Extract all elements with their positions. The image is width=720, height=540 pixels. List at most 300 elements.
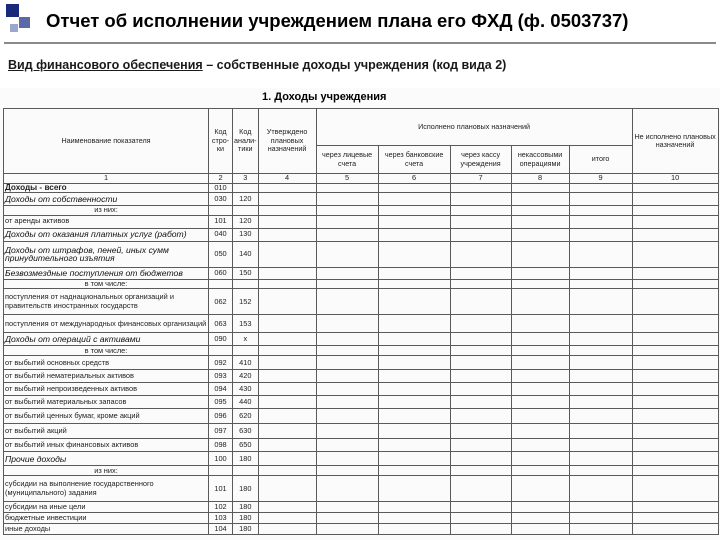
row-value-cell [569, 396, 632, 409]
row-value-cell [450, 346, 511, 356]
row-value-cell [378, 396, 450, 409]
row-value-cell [632, 241, 718, 267]
row-value-cell [378, 356, 450, 370]
table-row [4, 524, 719, 535]
row-value-cell [569, 409, 632, 424]
row-value-cell [569, 279, 632, 289]
row-value-cell [258, 513, 316, 524]
row-analytics-code: 120 [233, 193, 259, 206]
row-indicator-name: Доходы - всего [4, 183, 209, 193]
row-line-code: 093 [209, 370, 233, 383]
row-value-cell [258, 383, 316, 396]
header-line-code: Код стро-ки [209, 109, 233, 174]
row-analytics-code: 180 [233, 452, 259, 466]
row-value-cell [569, 356, 632, 370]
row-value-cell [316, 356, 378, 370]
row-value-cell [258, 409, 316, 424]
table-row [4, 476, 719, 502]
table-row [4, 466, 719, 476]
row-indicator-name: Прочие доходы [4, 452, 209, 466]
row-value-cell [632, 513, 718, 524]
title-divider [4, 42, 716, 44]
row-value-cell [378, 333, 450, 346]
column-number: 5 [316, 174, 378, 184]
row-value-cell [569, 383, 632, 396]
row-value-cell [569, 452, 632, 466]
row-value-cell [511, 206, 569, 216]
row-value-cell [258, 315, 316, 333]
row-value-cell [378, 241, 450, 267]
row-value-cell [569, 215, 632, 228]
row-value-cell [316, 215, 378, 228]
row-value-cell [316, 513, 378, 524]
row-line-code: 101 [209, 476, 233, 502]
row-value-cell [511, 315, 569, 333]
row-value-cell [378, 267, 450, 279]
row-value-cell [632, 356, 718, 370]
row-value-cell [378, 228, 450, 241]
row-value-cell [569, 346, 632, 356]
row-indicator-name: Доходы от оказания платных услуг (работ) [4, 228, 209, 241]
column-number: 8 [511, 174, 569, 184]
column-number: 10 [632, 174, 718, 184]
row-analytics-code: x [233, 333, 259, 346]
row-value-cell [632, 466, 718, 476]
row-value-cell [632, 289, 718, 315]
row-value-cell [316, 383, 378, 396]
row-value-cell [632, 424, 718, 439]
row-value-cell [569, 333, 632, 346]
row-analytics-code: 180 [233, 476, 259, 502]
header-executed-group: Исполнено плановых назначений [316, 109, 632, 146]
row-indicator-name: бюджетные инвестиции [4, 513, 209, 524]
row-value-cell [511, 289, 569, 315]
row-indicator-name: иные доходы [4, 524, 209, 535]
row-value-cell [258, 439, 316, 452]
row-value-cell [450, 396, 511, 409]
row-value-cell [450, 439, 511, 452]
row-value-cell [511, 193, 569, 206]
row-line-code: 103 [209, 513, 233, 524]
row-analytics-code: 430 [233, 383, 259, 396]
table-row [4, 502, 719, 513]
row-value-cell [378, 206, 450, 216]
row-value-cell [316, 346, 378, 356]
row-value-cell [316, 333, 378, 346]
column-number: 1 [4, 174, 209, 184]
row-value-cell [511, 228, 569, 241]
row-value-cell [450, 409, 511, 424]
header-personal-accounts: через лицевые счета [316, 146, 378, 174]
row-value-cell [632, 370, 718, 383]
row-value-cell [450, 206, 511, 216]
column-number: 7 [450, 174, 511, 184]
row-value-cell [258, 502, 316, 513]
row-value-cell [632, 524, 718, 535]
row-value-cell [316, 439, 378, 452]
row-line-code [209, 279, 233, 289]
row-value-cell [316, 315, 378, 333]
row-indicator-name: от выбытий ценных бумаг, кроме акций [4, 409, 209, 424]
row-line-code: 102 [209, 502, 233, 513]
row-value-cell [258, 206, 316, 216]
row-value-cell [569, 424, 632, 439]
column-number: 4 [258, 174, 316, 184]
table-row [4, 424, 719, 439]
row-line-code: 097 [209, 424, 233, 439]
row-analytics-code: 130 [233, 228, 259, 241]
row-value-cell [450, 333, 511, 346]
row-value-cell [258, 241, 316, 267]
row-value-cell [569, 289, 632, 315]
row-value-cell [378, 315, 450, 333]
row-analytics-code: 410 [233, 356, 259, 370]
row-indicator-name: поступления от наднациональных организаций и правительств иностранных государств [4, 289, 209, 315]
row-value-cell [450, 370, 511, 383]
row-value-cell [632, 396, 718, 409]
row-analytics-code: 650 [233, 439, 259, 452]
row-value-cell [632, 346, 718, 356]
row-value-cell [569, 466, 632, 476]
column-number: 3 [233, 174, 259, 184]
row-indicator-name: в том числе: [4, 279, 209, 289]
header-bank-accounts: через банковские счета [378, 146, 450, 174]
financing-type-value: – собственные доходы учреждения (код вида 2) [202, 58, 507, 72]
row-line-code: 101 [209, 215, 233, 228]
row-value-cell [511, 466, 569, 476]
row-value-cell [632, 279, 718, 289]
row-line-code: 050 [209, 241, 233, 267]
row-indicator-name: от выбытий непроизведенных активов [4, 383, 209, 396]
row-value-cell [258, 346, 316, 356]
row-value-cell [450, 452, 511, 466]
header-not-executed: Не исполнено плановых назначений [632, 109, 718, 174]
row-value-cell [632, 452, 718, 466]
row-analytics-code: 180 [233, 502, 259, 513]
row-analytics-code [233, 466, 259, 476]
row-value-cell [450, 279, 511, 289]
row-value-cell [450, 215, 511, 228]
table-row [4, 241, 719, 267]
row-line-code [209, 346, 233, 356]
row-analytics-code: 180 [233, 524, 259, 535]
row-value-cell [569, 228, 632, 241]
row-analytics-code: 152 [233, 289, 259, 315]
table-row [4, 513, 719, 524]
row-value-cell [450, 502, 511, 513]
row-value-cell [511, 424, 569, 439]
row-value-cell [450, 424, 511, 439]
row-value-cell [511, 524, 569, 535]
row-indicator-name: от выбытий иных финансовых активов [4, 439, 209, 452]
header-approved: Утверждено плановых назначений [258, 109, 316, 174]
row-value-cell [511, 267, 569, 279]
row-indicator-name: из них: [4, 206, 209, 216]
row-value-cell [450, 193, 511, 206]
row-value-cell [632, 228, 718, 241]
header-cash-desk: через кассу учреждения [450, 146, 511, 174]
row-value-cell [632, 215, 718, 228]
row-indicator-name: Доходы от операций с активами [4, 333, 209, 346]
row-value-cell [316, 279, 378, 289]
row-analytics-code: 150 [233, 267, 259, 279]
row-value-cell [450, 466, 511, 476]
row-value-cell [511, 396, 569, 409]
row-value-cell [316, 452, 378, 466]
row-value-cell [632, 193, 718, 206]
row-value-cell [316, 524, 378, 535]
header-indicator-name: Наименование показателя [4, 109, 209, 174]
row-value-cell [511, 215, 569, 228]
row-value-cell [569, 524, 632, 535]
row-indicator-name: субсидии на выполнение государственного (муниципального) задания [4, 476, 209, 502]
row-line-code: 092 [209, 356, 233, 370]
table-row [4, 452, 719, 466]
row-value-cell [450, 289, 511, 315]
row-value-cell [511, 409, 569, 424]
row-value-cell [378, 452, 450, 466]
table-row [4, 279, 719, 289]
row-value-cell [632, 502, 718, 513]
table-row [4, 383, 719, 396]
row-indicator-name: Доходы от собственности [4, 193, 209, 206]
row-value-cell [632, 439, 718, 452]
row-value-cell [316, 424, 378, 439]
row-value-cell [632, 409, 718, 424]
table-title: 1. Доходы учреждения [262, 91, 387, 103]
row-value-cell [316, 183, 378, 193]
row-value-cell [258, 524, 316, 535]
table-header-row [4, 109, 719, 146]
row-value-cell [632, 315, 718, 333]
table-row [4, 315, 719, 333]
row-value-cell [378, 215, 450, 228]
table-row [4, 356, 719, 370]
row-value-cell [378, 513, 450, 524]
slide-title: Отчет об исполнении учреждением плана его ФХД (ф. 0503737) [46, 10, 629, 31]
table-row [4, 409, 719, 424]
row-value-cell [378, 502, 450, 513]
table-row [4, 206, 719, 216]
row-value-cell [258, 370, 316, 383]
row-value-cell [569, 370, 632, 383]
row-value-cell [378, 370, 450, 383]
row-value-cell [258, 215, 316, 228]
row-value-cell [511, 183, 569, 193]
row-value-cell [569, 476, 632, 502]
table-row [4, 346, 719, 356]
row-line-code: 010 [209, 183, 233, 193]
row-value-cell [511, 356, 569, 370]
row-value-cell [511, 439, 569, 452]
row-value-cell [258, 193, 316, 206]
row-value-cell [511, 513, 569, 524]
table-row [4, 439, 719, 452]
row-value-cell [450, 315, 511, 333]
row-value-cell [258, 183, 316, 193]
row-value-cell [378, 439, 450, 452]
row-value-cell [378, 279, 450, 289]
row-indicator-name: в том числе: [4, 346, 209, 356]
row-value-cell [316, 193, 378, 206]
row-value-cell [378, 183, 450, 193]
row-analytics-code: 120 [233, 215, 259, 228]
table-row [4, 215, 719, 228]
table-row [4, 333, 719, 346]
row-value-cell [632, 206, 718, 216]
row-value-cell [316, 502, 378, 513]
table-row [4, 370, 719, 383]
row-line-code: 060 [209, 267, 233, 279]
row-indicator-name: от аренды активов [4, 215, 209, 228]
row-value-cell [258, 452, 316, 466]
row-indicator-name: от выбытий акций [4, 424, 209, 439]
header-total: итого [569, 146, 632, 174]
row-value-cell [450, 524, 511, 535]
column-number: 9 [569, 174, 632, 184]
row-value-cell [258, 424, 316, 439]
header-non-cash: некассовыми операциями [511, 146, 569, 174]
row-value-cell [511, 241, 569, 267]
row-line-code [209, 466, 233, 476]
row-value-cell [316, 370, 378, 383]
row-line-code: 095 [209, 396, 233, 409]
row-value-cell [569, 315, 632, 333]
row-value-cell [511, 279, 569, 289]
row-analytics-code: 420 [233, 370, 259, 383]
title-bullet-decoration [6, 4, 46, 44]
row-value-cell [316, 228, 378, 241]
row-value-cell [632, 183, 718, 193]
row-value-cell [258, 396, 316, 409]
row-line-code: 094 [209, 383, 233, 396]
row-line-code [209, 206, 233, 216]
row-value-cell [378, 346, 450, 356]
row-value-cell [316, 241, 378, 267]
row-indicator-name: поступления от международных финансовых организаций [4, 315, 209, 333]
row-value-cell [378, 466, 450, 476]
row-value-cell [378, 424, 450, 439]
row-value-cell [316, 267, 378, 279]
table-row [4, 193, 719, 206]
row-value-cell [569, 241, 632, 267]
row-value-cell [569, 513, 632, 524]
row-line-code: 096 [209, 409, 233, 424]
row-value-cell [316, 409, 378, 424]
row-value-cell [569, 206, 632, 216]
row-value-cell [450, 228, 511, 241]
row-line-code: 090 [209, 333, 233, 346]
row-indicator-name: от выбытий материальных запасов [4, 396, 209, 409]
row-analytics-code [233, 206, 259, 216]
row-value-cell [632, 383, 718, 396]
row-line-code: 063 [209, 315, 233, 333]
row-indicator-name: из них: [4, 466, 209, 476]
row-value-cell [378, 383, 450, 396]
row-value-cell [258, 466, 316, 476]
row-value-cell [511, 370, 569, 383]
row-analytics-code: 153 [233, 315, 259, 333]
row-value-cell [258, 228, 316, 241]
income-table [3, 108, 719, 535]
row-line-code: 062 [209, 289, 233, 315]
row-value-cell [511, 502, 569, 513]
row-indicator-name: Безвозмездные поступления от бюджетов [4, 267, 209, 279]
financing-type-subtitle [8, 58, 506, 72]
row-value-cell [450, 241, 511, 267]
row-value-cell [569, 502, 632, 513]
row-analytics-code: 620 [233, 409, 259, 424]
row-value-cell [632, 333, 718, 346]
row-line-code: 040 [209, 228, 233, 241]
row-value-cell [316, 206, 378, 216]
table-row [4, 183, 719, 193]
row-value-cell [511, 383, 569, 396]
row-value-cell [569, 439, 632, 452]
row-value-cell [511, 333, 569, 346]
row-value-cell [511, 476, 569, 502]
table-row [4, 396, 719, 409]
table-row [4, 228, 719, 241]
row-value-cell [450, 267, 511, 279]
header-analytics-code: Код анали-тики [233, 109, 259, 174]
row-value-cell [316, 396, 378, 409]
row-indicator-name: от выбытий основных средств [4, 356, 209, 370]
row-value-cell [450, 183, 511, 193]
row-value-cell [569, 267, 632, 279]
row-analytics-code: 440 [233, 396, 259, 409]
row-line-code: 104 [209, 524, 233, 535]
row-indicator-name: субсидии на иные цели [4, 502, 209, 513]
table-row [4, 267, 719, 279]
row-value-cell [378, 476, 450, 502]
row-value-cell [378, 409, 450, 424]
row-analytics-code: 140 [233, 241, 259, 267]
row-value-cell [316, 466, 378, 476]
row-value-cell [378, 289, 450, 315]
row-value-cell [632, 476, 718, 502]
table-row [4, 289, 719, 315]
row-value-cell [450, 476, 511, 502]
row-value-cell [316, 476, 378, 502]
row-value-cell [258, 289, 316, 315]
row-indicator-name: от выбытий нематериальных активов [4, 370, 209, 383]
row-value-cell [258, 476, 316, 502]
row-value-cell [569, 183, 632, 193]
row-value-cell [450, 356, 511, 370]
row-value-cell [569, 193, 632, 206]
row-line-code: 030 [209, 193, 233, 206]
row-value-cell [316, 289, 378, 315]
column-number: 6 [378, 174, 450, 184]
row-value-cell [258, 267, 316, 279]
row-value-cell [258, 333, 316, 346]
row-analytics-code [233, 183, 259, 193]
row-analytics-code [233, 346, 259, 356]
row-value-cell [378, 193, 450, 206]
row-line-code: 100 [209, 452, 233, 466]
row-analytics-code: 630 [233, 424, 259, 439]
row-value-cell [511, 346, 569, 356]
row-value-cell [450, 513, 511, 524]
row-value-cell [378, 524, 450, 535]
row-value-cell [450, 383, 511, 396]
row-value-cell [511, 452, 569, 466]
row-analytics-code: 180 [233, 513, 259, 524]
row-indicator-name: Доходы от штрафов, пеней, иных сумм принудительного изъятия [4, 241, 209, 267]
row-analytics-code [233, 279, 259, 289]
row-value-cell [632, 267, 718, 279]
